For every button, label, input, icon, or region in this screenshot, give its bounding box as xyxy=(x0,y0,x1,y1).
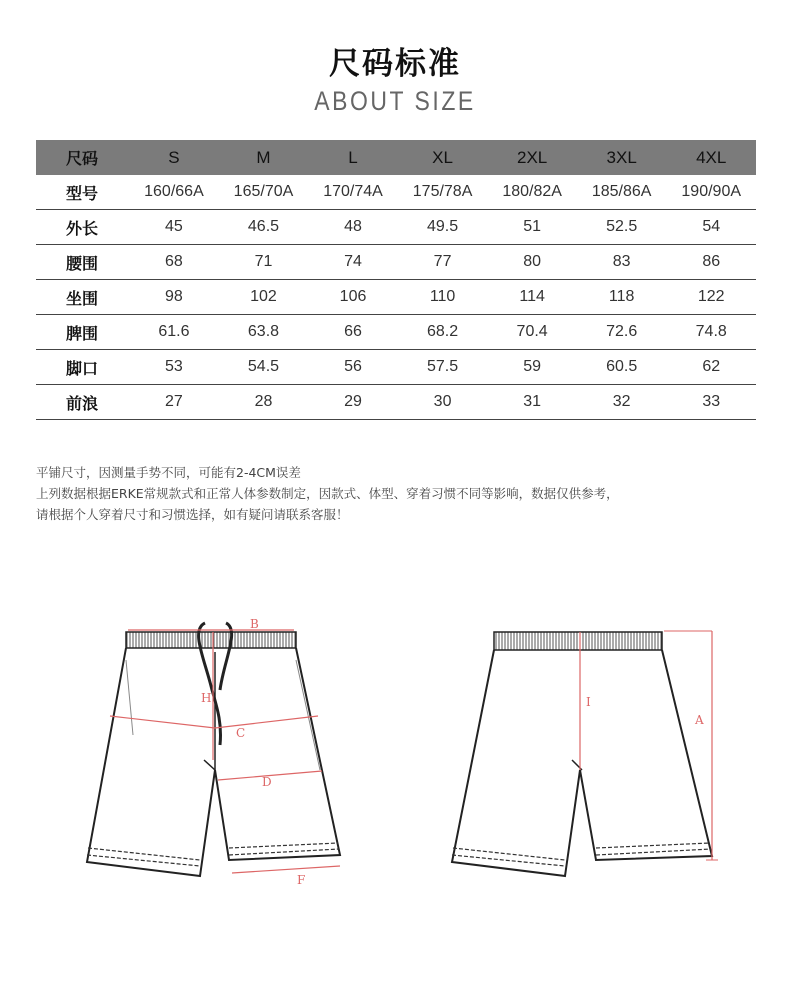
table-cell: 175/78A xyxy=(398,175,488,210)
table-cell: 61.6 xyxy=(129,315,219,350)
table-header-cell: 2XL xyxy=(487,140,577,175)
table-header-cell: L xyxy=(308,140,398,175)
table-row xyxy=(36,245,756,280)
table-cell: 29 xyxy=(308,385,398,420)
table-cell: 170/74A xyxy=(308,175,398,210)
table-cell: 60.5 xyxy=(577,350,667,385)
table-cell: 27 xyxy=(129,385,219,420)
table-cell: 102 xyxy=(219,280,309,315)
table-cell: 54 xyxy=(666,210,756,245)
front-waistband xyxy=(126,632,296,648)
measure-label-d: D xyxy=(262,775,272,789)
table-header-cell: M xyxy=(219,140,309,175)
table-row-label: 型号 xyxy=(36,175,129,210)
table-cell: 46.5 xyxy=(219,210,309,245)
table-cell: 80 xyxy=(487,245,577,280)
table-cell: 62 xyxy=(666,350,756,385)
table-cell: 48 xyxy=(308,210,398,245)
back-shorts-outline xyxy=(452,650,712,876)
table-cell: 74 xyxy=(308,245,398,280)
table-row-label: 坐围 xyxy=(36,280,129,315)
table-cell: 31 xyxy=(487,385,577,420)
note-line: 上列数据根据ERKE常规款式和正常人体参数制定，因款式、体型、穿着习惯不同等影响，数据仅供参考， xyxy=(36,486,619,501)
measure-label-b: B xyxy=(250,617,259,631)
table-cell: 54.5 xyxy=(219,350,309,385)
table-row-label: 脾围 xyxy=(36,315,129,350)
table-cell: 33 xyxy=(666,385,756,420)
table-row xyxy=(36,350,756,385)
table-cell: 160/66A xyxy=(129,175,219,210)
size-table xyxy=(36,140,756,420)
table-cell: 98 xyxy=(129,280,219,315)
size-notes xyxy=(36,462,619,525)
table-header-cell: 4XL xyxy=(666,140,756,175)
table-cell: 66 xyxy=(308,315,398,350)
table-row-label: 前浪 xyxy=(36,385,129,420)
table-cell: 110 xyxy=(398,280,488,315)
table-cell: 52.5 xyxy=(577,210,667,245)
table-header-cell: 3XL xyxy=(577,140,667,175)
measure-label-a: A xyxy=(695,713,704,727)
shorts-measurement-diagram xyxy=(0,600,790,900)
table-cell: 28 xyxy=(219,385,309,420)
measure-label-c: C xyxy=(236,726,246,740)
table-cell: 122 xyxy=(666,280,756,315)
table-cell: 83 xyxy=(577,245,667,280)
table-row xyxy=(36,210,756,245)
table-row xyxy=(36,385,756,420)
table-cell: 70.4 xyxy=(487,315,577,350)
table-cell: 77 xyxy=(398,245,488,280)
table-header-cell: 尺码 xyxy=(36,140,129,175)
table-row-label: 外长 xyxy=(36,210,129,245)
table-cell: 68.2 xyxy=(398,315,488,350)
table-cell: 51 xyxy=(487,210,577,245)
table-cell: 71 xyxy=(219,245,309,280)
table-cell: 165/70A xyxy=(219,175,309,210)
table-row xyxy=(36,280,756,315)
table-header-cell: S xyxy=(129,140,219,175)
page-title: 尺码标准 xyxy=(329,46,461,82)
back-waistband xyxy=(494,632,662,650)
table-cell: 63.8 xyxy=(219,315,309,350)
table-cell: 56 xyxy=(308,350,398,385)
table-header-row xyxy=(36,140,756,175)
note-line: 平铺尺寸，因测量手势不同，可能有2-4CM误差 xyxy=(36,465,301,480)
table-cell: 180/82A xyxy=(487,175,577,210)
table-cell: 72.6 xyxy=(577,315,667,350)
table-row xyxy=(36,175,756,210)
page-subtitle: ABOUT SIZE xyxy=(314,86,476,116)
table-cell: 185/86A xyxy=(577,175,667,210)
table-header-cell: XL xyxy=(398,140,488,175)
table-cell: 49.5 xyxy=(398,210,488,245)
table-cell: 59 xyxy=(487,350,577,385)
table-row-label: 腰围 xyxy=(36,245,129,280)
table-cell: 86 xyxy=(666,245,756,280)
note-line: 请根据个人穿着尺寸和习惯选择，如有疑问请联系客服！ xyxy=(36,507,349,522)
table-row-label: 脚口 xyxy=(36,350,129,385)
measure-label-f: F xyxy=(297,873,306,887)
measure-label-h: H xyxy=(201,691,212,705)
measure-label-i: I xyxy=(586,695,591,709)
table-cell: 74.8 xyxy=(666,315,756,350)
table-cell: 190/90A xyxy=(666,175,756,210)
table-cell: 106 xyxy=(308,280,398,315)
table-cell: 53 xyxy=(129,350,219,385)
table-cell: 114 xyxy=(487,280,577,315)
front-view-shorts xyxy=(87,617,340,887)
table-cell: 32 xyxy=(577,385,667,420)
table-cell: 68 xyxy=(129,245,219,280)
table-cell: 57.5 xyxy=(398,350,488,385)
table-row xyxy=(36,315,756,350)
back-view-shorts xyxy=(452,631,718,876)
table-cell: 118 xyxy=(577,280,667,315)
table-cell: 45 xyxy=(129,210,219,245)
table-cell: 30 xyxy=(398,385,488,420)
